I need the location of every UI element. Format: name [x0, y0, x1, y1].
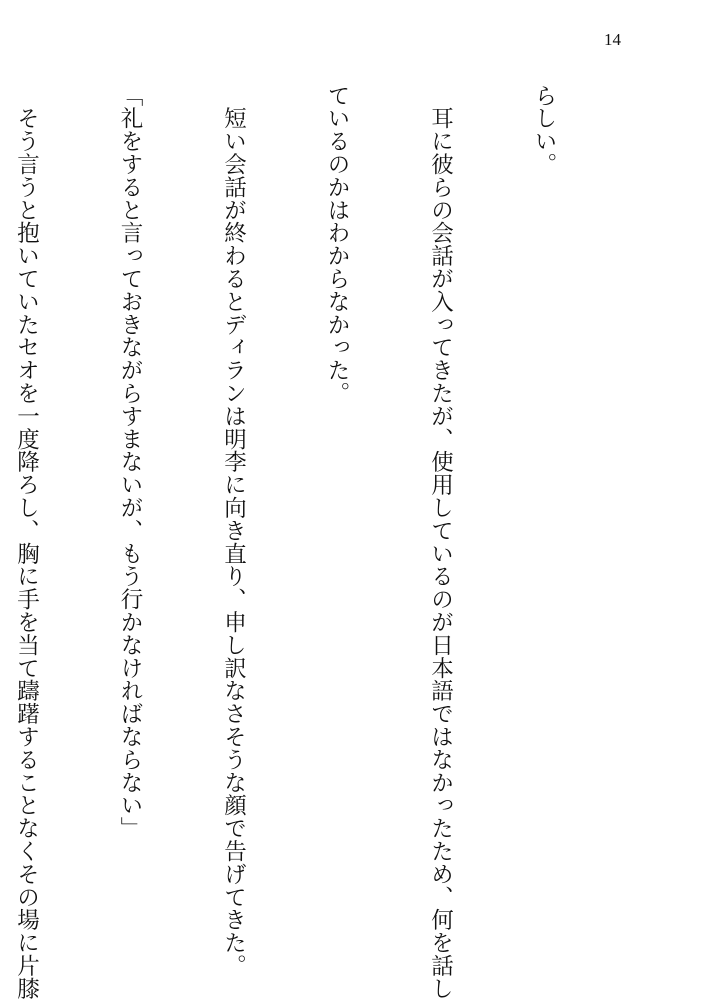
page-number: 14	[604, 30, 621, 49]
text-line: らしい。	[531, 84, 557, 176]
text-line: 耳に彼らの会話が入ってきたが、使用しているのが日本語ではなかったため、何を話し	[427, 84, 454, 1000]
text-line: 「礼をすると言っておきながらすまないが、もう行かなければならない」	[117, 84, 143, 840]
vertical-text-body	[0, 84, 630, 1000]
text-line: そう言うと抱いていたセオを一度降ろし、胸に手を当て躊躇することなくその場に片膝	[13, 84, 40, 1000]
text-line: ているのかはわからなかった。	[324, 84, 350, 405]
text-line: 短い会話が終わるとディランは明李に向き直り、申し訳なさそうな顔で告げてきた。	[220, 84, 247, 978]
